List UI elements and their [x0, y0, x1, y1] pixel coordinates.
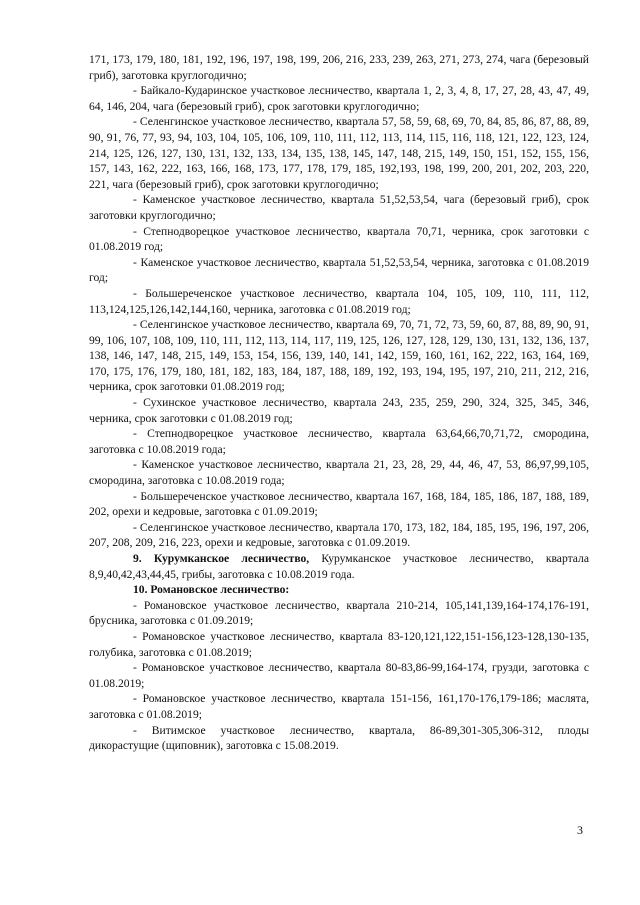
list-item: - Селенгинское участковое лесничество, квартала 69, 70, 71, 72, 73, 59, 60, 87, 88, 89, 90, 91, 99, 106, 107, 108, 109, 110, 111, 112, 113, 114, 117, 119, 125, 126, 127, 128, 129, 130, 131, 132, 136, 137, 138, 146, 147, 148, 215, 149, 153, 154, 156, 139, 140, 141, 142, 159, 160, 161, 162, 222, 163, 164, 169, 170, 175, 176, 179, 180, 181, 182, 183, 184, 187, 188, 189, 192, 193, 194, 195, 197, 210, 211, 212, 216, черника, срок заготовки 01.08.2019 год; [89, 318, 589, 394]
paragraph-continuation: 171, 173, 179, 180, 181, 192, 196, 197, 198, 199, 206, 216, 233, 239, 263, 271, 273, 274, чага (березовый гриб), заготовка круглогодично; [89, 53, 589, 82]
list-item: - Селенгинское участковое лесничество, квартала 170, 173, 182, 184, 185, 195, 196, 197, 206, 207, 208, 209, 216, 223, орехи и кедровые, заготовка с 01.09.2019. [89, 520, 589, 550]
list-item: - Степнодворецкое участковое лесничество, квартала 63,64,66,70,71,72, смородина, заготовка с 10.08.2019 года; [89, 427, 589, 456]
page-number: 3 [577, 823, 583, 837]
list-item: - Селенгинское участковое лесничество, квартала 57, 58, 59, 68, 69, 70, 84, 85, 86, 87, 88, 89, 90, 91, 76, 77, 93, 94, 103, 104, 105, 106, 109, 110, 111, 112, 113, 114, 115, 116, 118, 121, 122, 123, 124, 214, 125, 126, 127, 130, 131, 132, 133, 134, 135, 138, 145, 147, 148, 215, 149, 150, 151, 152, 155, 156, 157, 143, 162, 222, 163, 166, 168, 173, 177, 178, 179, 185, 192,193, 198, 199, 200, 201, 202, 203, 220, 221, чага (березовый гриб), срок заготовки круглогодично; [89, 115, 589, 191]
list-item: - Каменское участковое лесничество, квартала 51,52,53,54, черника, заготовка с 01.08.2019 год; [89, 255, 589, 285]
document-body [89, 52, 589, 754]
list-item: - Каменское участковое лесничество, квартала 21, 23, 28, 29, 44, 46, 47, 53, 86,97,99,105, смородина, заготовка с 10.08.2019 года; [89, 458, 589, 488]
list-item: - Витимское участковое лесничество, квартала, 86-89,301-305,306-312, плоды дикорастущие (щиповник), заготовка с 15.08.2019. [89, 723, 589, 753]
list-item: - Большереченское участковое лесничество, квартала 104, 105, 109, 110, 111, 112, 113,124,125,126,142,144,160, черника, заготовка с 01.08.2019 год; [89, 286, 589, 316]
section-heading-bold: 10. Романовское лесничество: [133, 583, 290, 597]
section-heading-kurumkan [89, 551, 589, 582]
section-heading-text: Курумканское участковое лесничество, квартала 8,9,40,42,43,44,45, грибы, заготовка с 10.08.2019 года. [89, 552, 589, 581]
section-heading-romanovskoe [89, 582, 589, 598]
list-item: - Романовское участковое лесничество, квартала 210-214, 105,141,139,164-174,176-191, брусника, заготовка с 01.09.2019; [89, 598, 589, 628]
list-item: - Романовское участковое лесничество, квартала 83-120,121,122,151-156,123-128,130-135, голубика, заготовка с 01.08.2019; [89, 629, 589, 659]
section-heading-bold: 9. Курумканское лесничество, [133, 552, 310, 565]
list-item: - Байкало-Кударинское участковое лесничество, квартала 1, 2, 3, 4, 8, 17, 27, 28, 43, 47, 49, 64, 146, 204, чага (березовый гриб), срок заготовки круглогодично; [89, 84, 589, 113]
list-item: - Каменское участковое лесничество, квартала 51,52,53,54, чага (березовый гриб), срок заготовки круглогодично; [89, 193, 589, 222]
list-item: - Романовское участковое лесничество, квартала 80-83,86-99,164-174, грузди, заготовка с 01.08.2019; [89, 661, 589, 690]
list-item: - Романовское участковое лесничество, квартала 151-156, 161,170-176,179-186; маслята, заготовка с 01.08.2019; [89, 692, 589, 721]
list-item: - Большереченское участковое лесничество, квартала 167, 168, 184, 185, 186, 187, 188, 189, 202, орехи и кедровые, заготовка с 01.09.2019; [89, 489, 589, 519]
list-item: - Степнодворецкое участковое лесничество, квартала 70,71, черника, срок заготовки с 01.08.2019 год; [89, 224, 589, 254]
list-item: - Сухинское участковое лесничество, квартала 243, 235, 259, 290, 324, 325, 345, 346, черника, срок заготовки с 01.08.2019 год; [89, 396, 589, 425]
